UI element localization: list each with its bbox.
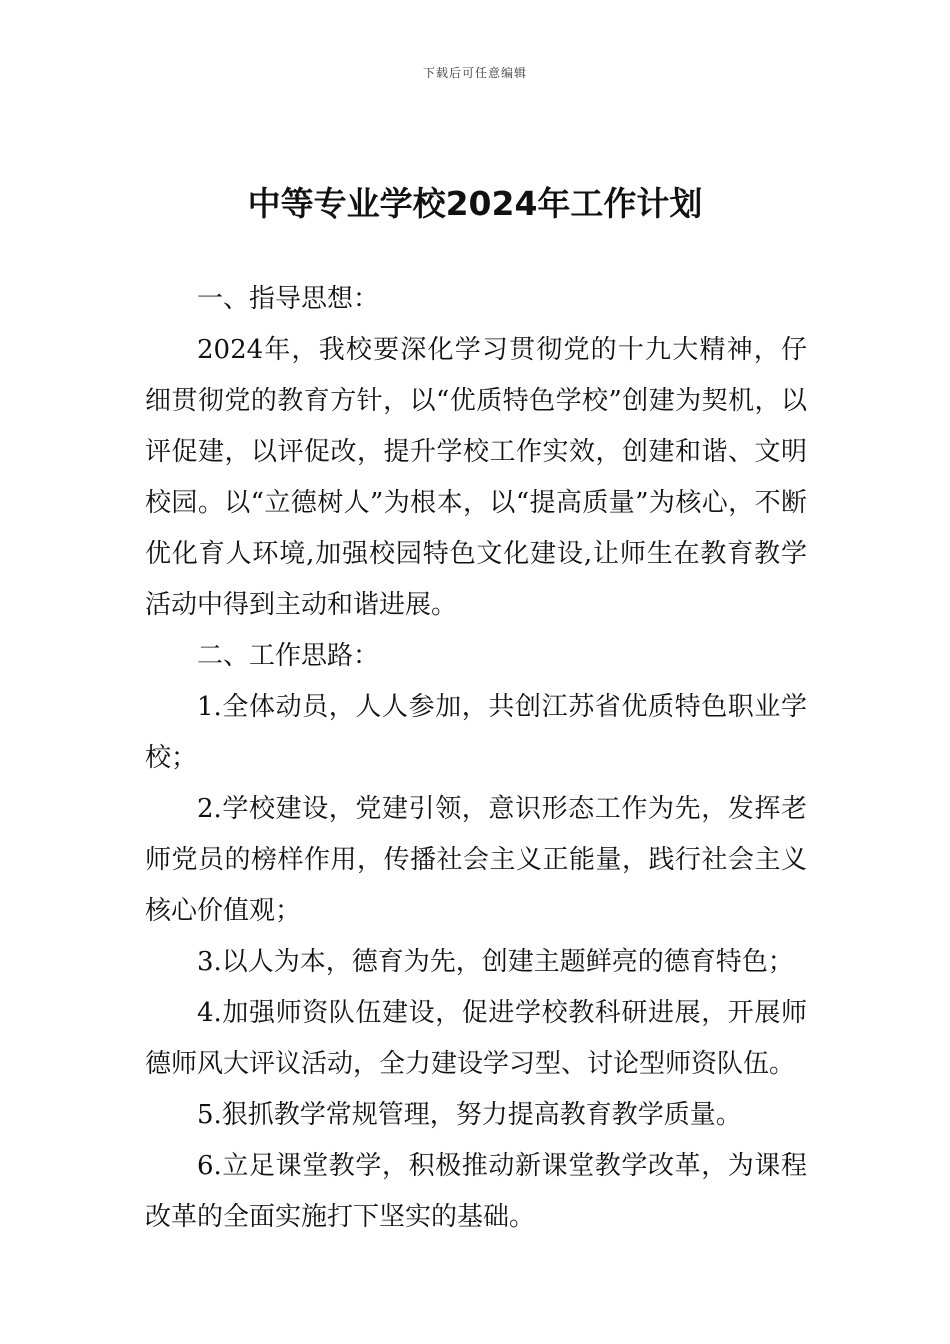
document-title: 中等专业学校2024年工作计划 [247,184,703,223]
header-note: 下载后可任意编辑 [422,66,527,80]
list-item-2: 2.学校建设，党建引领，意识形态工作为先，发挥老师党员的榜样作用，传播社会主义正能量，践行社会主义核心价值观； [145,794,807,926]
paragraph-guiding-ideology: 2024年，我校要深化学习贯彻党的十九大精神，仔细贯彻党的教育方针，以“优质特色学校”创建为契机，以评促建，以评促改，提升学校工作实效，创建和谐、文明校园。以“立德树人”为根本，以“提高质量”为核心，不断优化育人环境,加强校园特色文化建设,让师生在教育教学活动中得到主动和谐进展。 [145,335,807,620]
list-item-4: 4.加强师资队伍建设，促进学校教科研进展，开展师德师风大评议活动，全力建设学习型、讨论型师资队伍。 [145,998,807,1079]
document-body [145,274,807,1243]
list-item-6: 6.立足课堂教学，积极推动新课堂教学改革，为课程改革的全面实施打下坚实的基础。 [145,1151,807,1232]
section-heading-work-ideas: 二、工作思路： [197,641,380,671]
list-item-3: 3.以人为本，德育为先，创建主题鲜亮的德育特色； [197,947,794,977]
list-item-1: 1.全体动员，人人参加，共创江苏省优质特色职业学校； [145,692,807,773]
section-heading-guiding-ideology: 一、指导思想： [197,284,380,314]
list-item-5: 5.狠抓教学常规管理，努力提高教育教学质量。 [197,1100,742,1130]
